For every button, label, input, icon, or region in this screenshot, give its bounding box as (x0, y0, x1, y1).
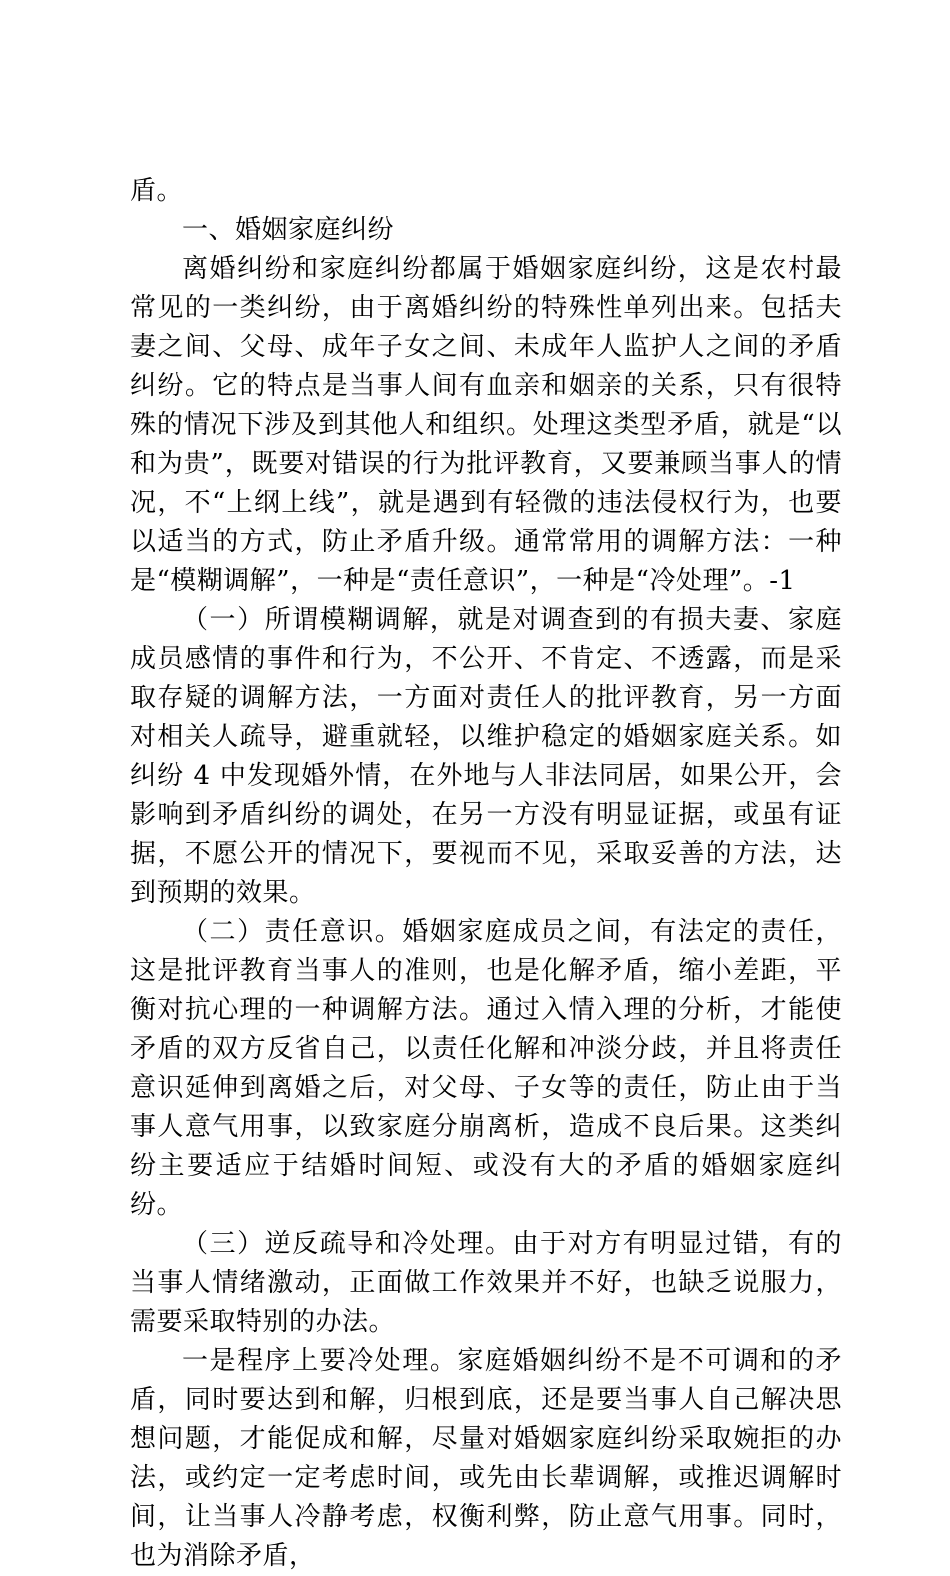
paragraph-procedure: 一是程序上要冷处理。家庭婚姻纠纷不是不可调和的矛盾，同时要达到和解，归根到底，还是要当事人自己解决思想问题，才能促成和解，尽量对婚姻家庭纠纷采取婉拒的办法，或约定一定考虑时间，或先由长辈调解，或推迟调解时间，让当事人冷静考虑，权衡利弊，防止意气用事。同时，也为消除矛盾， (130, 1346, 842, 1571)
document-body (130, 172, 842, 1576)
paragraph-fuzzy-mediation: （一）所谓模糊调解，就是对调查到的有损夫妻、家庭成员感情的事件和行为，不公开、不肯定、不透露，而是采取存疑的调解方法，一方面对责任人的批评教育，另一方面对相关人疏导，避重就轻，以维护稳定的婚姻家庭关系。如纠纷 4 中发现婚外情，在外地与人非法同居，如果公开，会影响到矛盾纠纷的调处，在另一方没有明显证据，或虽有证据，不愿公开的情况下，要视而不见，采取妥善的方法，达到预期的效果。 (130, 605, 842, 908)
paragraph-continuation: 盾。 (130, 176, 184, 206)
paragraph-responsibility: （二）责任意识。婚姻家庭成员之间，有法定的责任，这是批评教育当事人的准则，也是化解矛盾，缩小差距，平衡对抗心理的一种调解方法。通过入情入理的分析，才能使矛盾的双方反省自己，以责任化解和冲淡分歧，并且将责任意识延伸到离婚之后，对父母、子女等的责任，防止由于当事人意气用事，以致家庭分崩离析，造成不良后果。这类纠纷主要适应于结婚时间短、或没有大的矛盾的婚姻家庭纠纷。 (130, 917, 842, 1220)
section-heading: 一、婚姻家庭纠纷 (182, 215, 395, 245)
paragraph-cold-handling: （三）逆反疏导和冷处理。由于对方有明显过错，有的当事人情绪激动，正面做工作效果并不好，也缺乏说服力，需要采取特别的办法。 (130, 1229, 842, 1337)
paragraph-intro: 离婚纠纷和家庭纠纷都属于婚姻家庭纠纷，这是农村最常见的一类纠纷，由于离婚纠纷的特殊性单列出来。包括夫妻之间、父母、成年子女之间、未成年人监护人之间的矛盾纠纷。它的特点是当事人间有血亲和姻亲的关系，只有很特殊的情况下涉及到其他人和组织。处理这类型矛盾，就是“以和为贵”，既要对错误的行为批评教育，又要兼顾当事人的情况，不“上纲上线”，就是遇到有轻微的违法侵权行为，也要以适当的方式，防止矛盾升级。通常常用的调解方法：一种是“模糊调解”，一种是“责任意识”，一种是“冷处理”。-1 (130, 254, 842, 596)
